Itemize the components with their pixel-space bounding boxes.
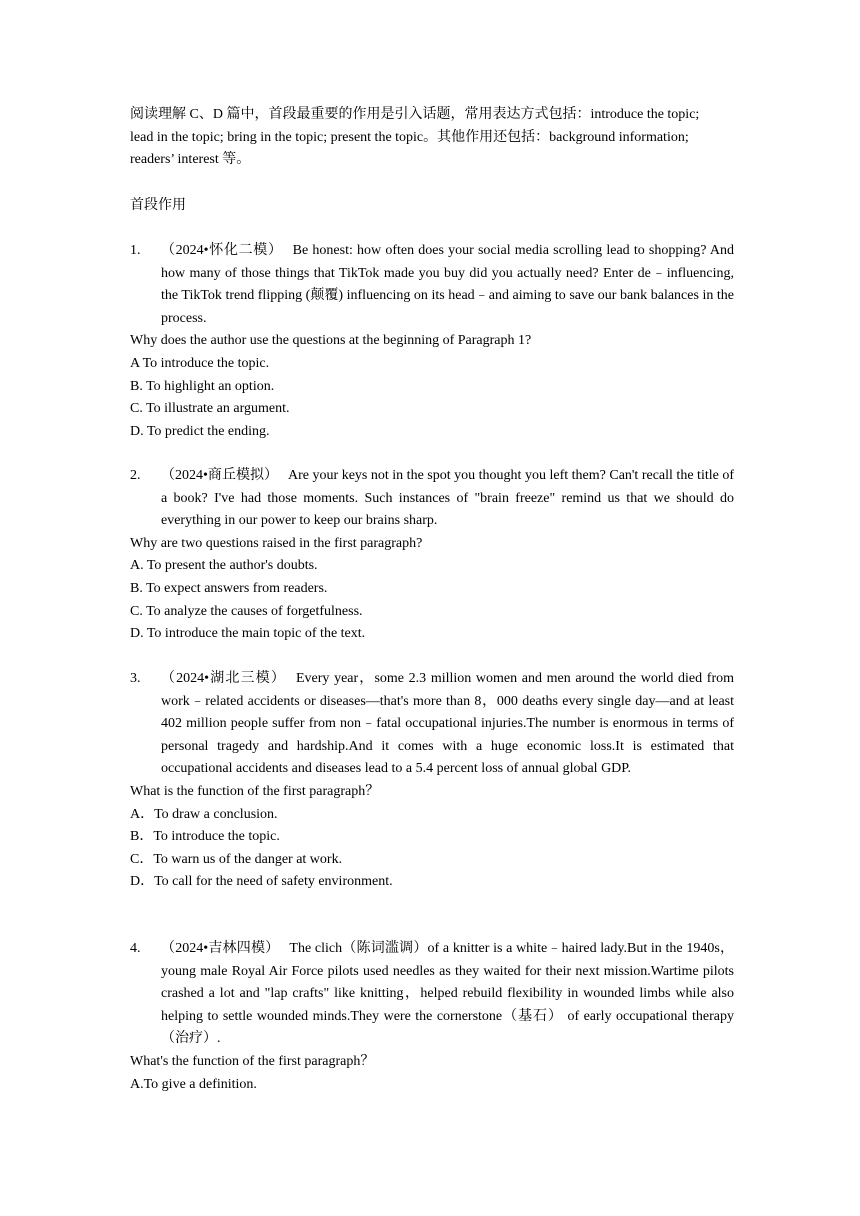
intro-paragraph [130,104,734,172]
question-stem: Why are two questions raised in the first paragraph? [130,535,423,551]
question-stem: What's the function of the first paragraph？ [130,1053,375,1069]
section-heading: 首段作用 [130,198,186,213]
question-stem: What is the function of the first paragraph？ [130,783,380,799]
question-passage [161,668,734,781]
option-c: C. To analyze the causes of forgetfulness. [130,603,363,619]
option-a: A. To present the author's doubts. [130,558,318,574]
question-passage [161,240,734,330]
intro-line: 阅读理解 C、D 篇中，首段最重要的作用是引入话题，常用表达方式包括：introduce the topic; [130,107,700,122]
passage-text: The clich（陈词滥调）of a knitter is a white﹣haired lady.But in the 1940s， young male Royal Air Force pilots used needles as they waited for their next mission.Wartime pilots crashed a lot and "lap crafts" like knitting，helped rebuild flexibility in wounded limbs while also helping to settle wounded minds.They were the cornerstone（基石） of early occupational therapy（治疗）. [161,941,734,1047]
question-4 [130,938,734,1096]
passage-text: Every year，some 2.3 million women and men around the world died from work﹣related accidents or diseases—that's more than 8，000 deaths every single day—and at least 402 million people suffer from non﹣fatal occupational injuries.The number is enormous in terms of personal tragedy and hardship.And it comes with a huge economic loss.It is estimated that occupational accidents and diseases lead to a 5.4 percent loss of annual global GDP. [161,671,734,777]
option-a: A．To draw a conclusion. [130,806,278,822]
question-number: 4. [130,941,141,956]
question-number: 2. [130,468,141,483]
question-passage [161,938,734,1051]
option-b: B. To expect answers from readers. [130,580,328,596]
option-a: A To introduce the topic. [130,355,270,371]
question-number: 3. [130,671,141,686]
option-c: C. To illustrate an argument. [130,401,290,417]
option-c: C．To warn us of the danger at work. [130,851,343,867]
passage-text: Are your keys not in the spot you thought you left them? Can't recall the title of a book? I've had those moments. Such instances of "brain freeze" remind us that we should do everything in our power to keep our brains sharp. [161,468,735,529]
question-2 [130,465,734,646]
question-source: （2024•商丘模拟） [161,468,279,483]
option-d: D．To call for the need of safety environment. [130,874,393,890]
option-a: A.To give a definition. [130,1076,257,1092]
question-passage [161,465,734,533]
option-b: B．To introduce the topic. [130,829,280,845]
question-3 [130,668,734,894]
option-d: D. To predict the ending. [130,423,270,439]
passage-text: Be honest: how often does your social media scrolling lead to shopping? And how many of those things that TikTok made you buy did you actually need? Enter de﹣influencing, the TikTok trend flipping (颠覆) influencing on its head﹣and aiming to save our bank balances in the process. [161,243,734,326]
option-b: B. To highlight an option. [130,378,275,394]
intro-line: readers’ interest 等。 [130,152,251,168]
question-source: （2024•怀化二模） [161,243,283,258]
question-number: 1. [130,243,141,258]
question-source: （2024•吉林四模） [161,941,280,956]
question-source: （2024•湖北三模） [161,671,286,686]
question-1 [130,240,734,443]
question-stem: Why does the author use the questions at the beginning of Paragraph 1? [130,333,532,349]
intro-line: lead in the topic; bring in the topic; present the topic。其他作用还包括：background information; [130,129,689,145]
option-d: D. To introduce the main topic of the text. [130,626,366,642]
